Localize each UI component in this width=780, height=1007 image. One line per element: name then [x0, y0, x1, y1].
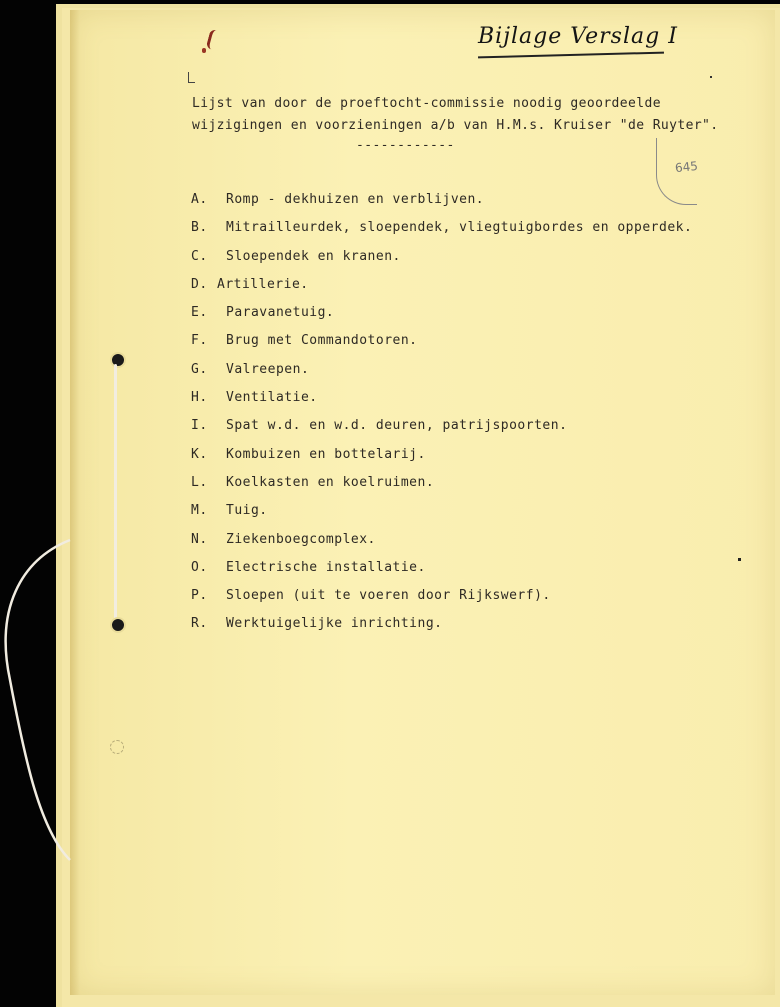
item-text: Tuig. — [226, 503, 268, 519]
list-item — [191, 610, 731, 638]
item-text: Sloepen (uit te voeren door Rijkswerf). — [226, 588, 551, 604]
pencil-page-number: 645 — [674, 158, 699, 176]
list-item — [191, 243, 731, 271]
item-letter: H. — [191, 390, 208, 406]
item-text: Ventilatie. — [226, 390, 318, 406]
red-ink-mark — [206, 29, 224, 52]
document-page — [70, 10, 775, 995]
title-separator: ------------ — [356, 138, 455, 153]
item-text: Werktuigelijke inrichting. — [226, 616, 443, 632]
title-line-2: wijzigingen en voorzieningen a/b van H.M.s. Kruiser "de Ruyter". — [192, 118, 719, 133]
list-item — [191, 271, 731, 299]
item-text: Valreepen. — [226, 361, 310, 377]
item-text: Romp - dekhuizen en verblijven. — [226, 192, 485, 207]
list-item — [191, 526, 731, 554]
item-letter: L. — [191, 474, 208, 490]
list-item — [191, 327, 731, 355]
list-item — [191, 214, 731, 242]
title-line-1: Lijst van door de proeftocht-commissie noodig geoordeelde — [192, 96, 661, 111]
list-item — [191, 412, 731, 440]
item-text: Ziekenboegcomplex. — [226, 531, 376, 547]
item-list — [191, 186, 731, 639]
binding-string — [114, 364, 117, 619]
item-letter: B. — [191, 220, 208, 236]
list-item — [191, 497, 731, 525]
item-letter: I. — [191, 418, 208, 434]
list-item — [191, 469, 731, 497]
list-item — [191, 356, 731, 384]
item-text: Koelkasten en koelruimen. — [226, 474, 435, 490]
list-item — [191, 441, 731, 469]
list-item — [191, 582, 731, 610]
list-item — [191, 554, 731, 582]
item-letter: D. — [191, 276, 208, 292]
item-letter: A. — [191, 192, 208, 207]
item-text: Spat w.d. en w.d. deuren, patrijspoorten. — [226, 418, 568, 434]
list-item — [191, 384, 731, 412]
punch-hole-top — [110, 352, 126, 368]
item-letter: K. — [191, 446, 208, 462]
item-letter: G. — [191, 361, 208, 377]
document-title — [192, 93, 752, 137]
item-text: Brug met Commandotoren. — [226, 333, 418, 349]
page-edge-shadow — [70, 10, 80, 995]
list-item — [191, 186, 731, 214]
ink-speck — [738, 558, 741, 561]
ink-speck — [710, 76, 712, 78]
red-ink-dot — [202, 48, 206, 53]
item-text: Paravanetuig. — [226, 305, 335, 321]
punch-hole-ghost — [110, 740, 124, 754]
pencil-tick — [188, 72, 195, 83]
punch-hole-bottom — [110, 617, 126, 633]
item-letter: R. — [191, 616, 208, 632]
item-text: Mitrailleurdek, sloependek, vliegtuigbordes en opperdek. — [226, 220, 693, 236]
item-letter: F. — [191, 333, 208, 349]
item-letter: C. — [191, 248, 208, 264]
list-item — [191, 299, 731, 327]
item-letter: E. — [191, 305, 208, 321]
item-text: Artillerie. — [217, 276, 309, 292]
item-text: Kombuizen en bottelarij. — [226, 446, 426, 462]
item-letter: P. — [191, 588, 208, 604]
item-text: Sloependek en kranen. — [226, 248, 401, 264]
item-letter: M. — [191, 503, 208, 519]
item-letter: N. — [191, 531, 208, 547]
handwritten-annotation: Bijlage Verslag I — [478, 24, 678, 49]
item-text: Electrische installatie. — [226, 559, 426, 575]
item-letter: O. — [191, 559, 208, 575]
